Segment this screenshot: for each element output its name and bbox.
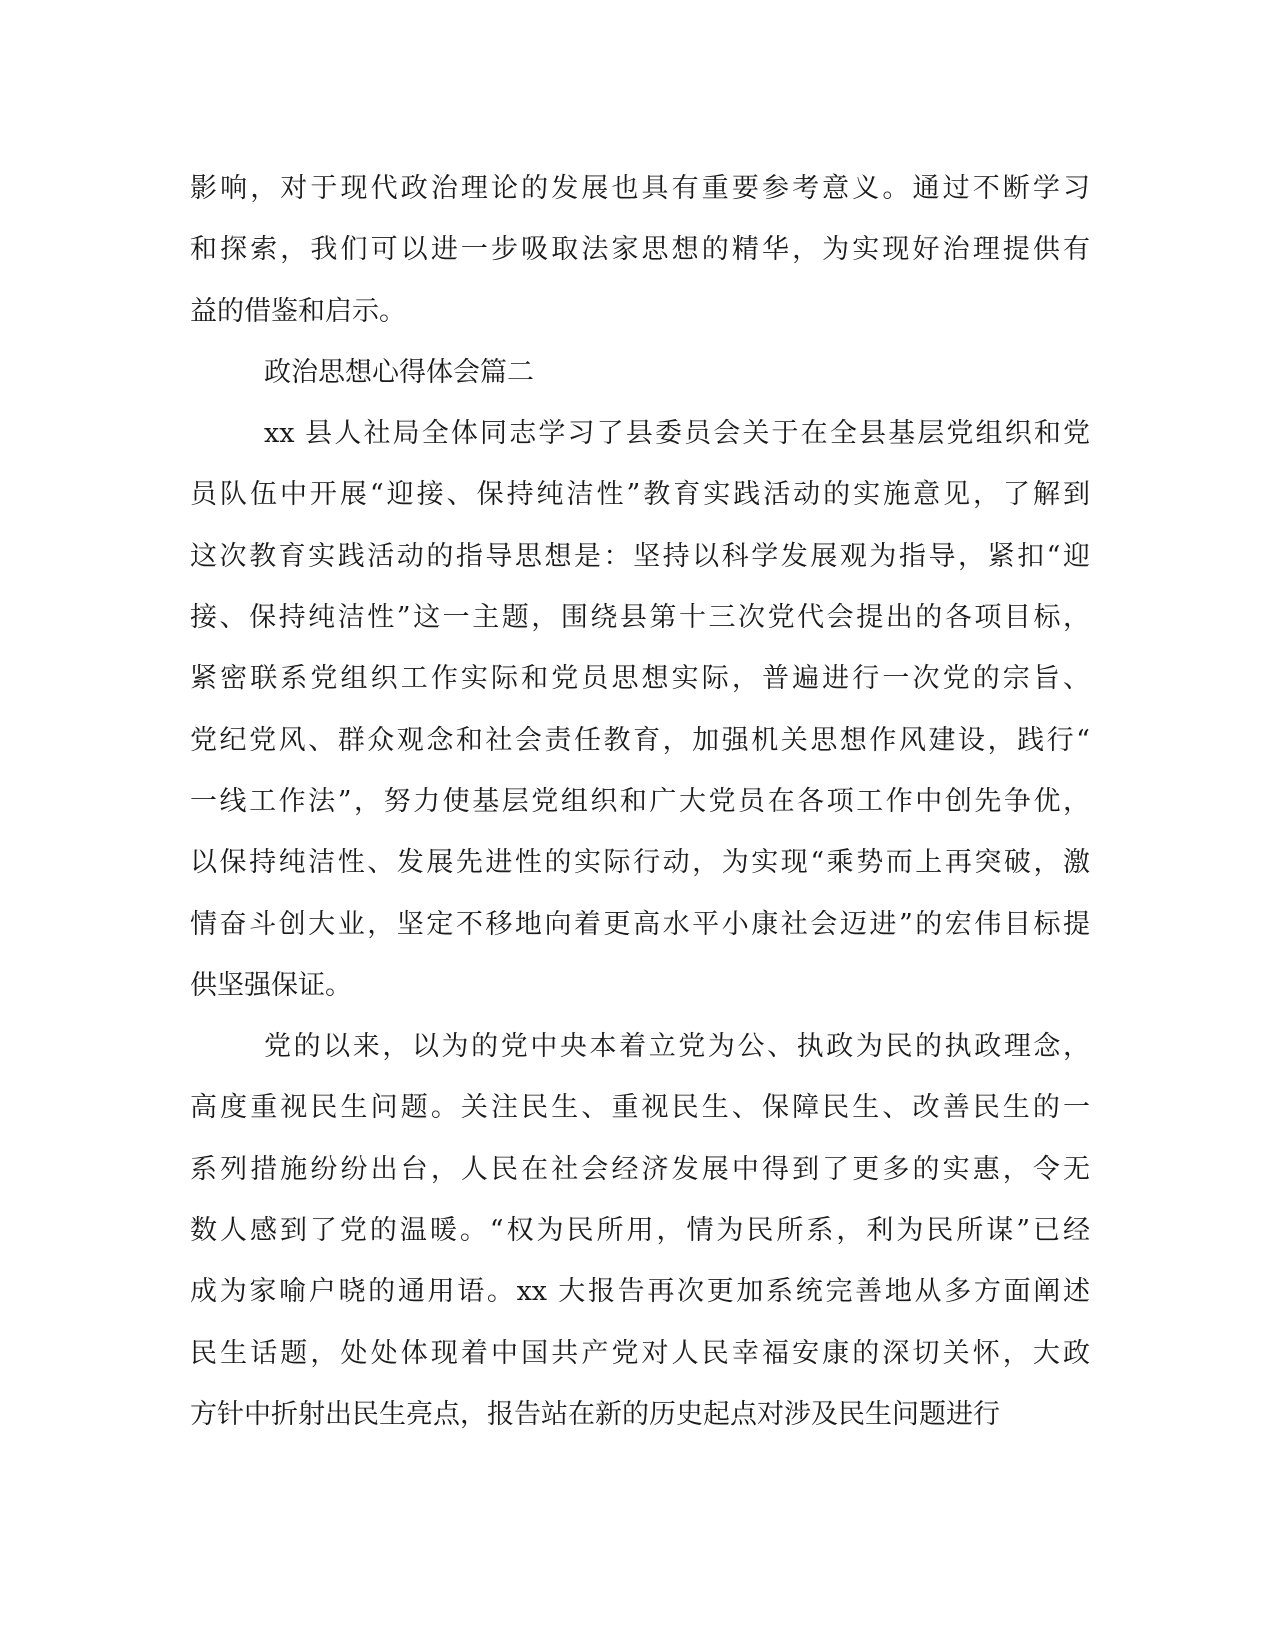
text-line: xx 县人社局全体同志学习了县委员会关于在全县基层党组织和党	[264, 418, 1090, 450]
text-line: 系列措施纷纷出台，人民在社会经济发展中得到了更多的实惠，令无	[190, 1153, 1090, 1185]
text-line: 供坚强保证。	[190, 969, 352, 1001]
paragraph-livelihood	[190, 1016, 1090, 1445]
text-line: 方针中折射出民生亮点，报告站在新的历史起点对涉及民生问题进行	[190, 1398, 1000, 1430]
text-line: 成为家喻户晓的通用语。xx 大报告再次更加系统完善地从多方面阐述	[190, 1276, 1090, 1308]
paragraph-intro-end	[190, 158, 1090, 342]
text-line: 和探索，我们可以进一步吸取法家思想的精华，为实现好治理提供有	[190, 234, 1090, 266]
text-line: 益的借鉴和启示。	[190, 295, 406, 327]
document-body	[190, 158, 1090, 1445]
paragraph-activity	[190, 403, 1090, 1016]
text-line: 党的以来，以为的党中央本着立党为公、执政为民的执政理念，	[264, 1031, 1090, 1063]
text-line: 紧密联系党组织工作实际和党员思想实际，普遍进行一次党的宗旨、	[190, 663, 1090, 695]
text-line: 数人感到了党的温暖。“权为民所用，情为民所系，利为民所谋”已经	[190, 1215, 1090, 1247]
text-line: 接、保持纯洁性”这一主题，围绕县第十三次党代会提出的各项目标，	[190, 602, 1090, 634]
text-line: 一线工作法”，努力使基层党组织和广大党员在各项工作中创先争优，	[190, 785, 1090, 817]
text-line: 影响，对于现代政治理论的发展也具有重要参考意义。通过不断学习	[190, 173, 1090, 204]
text-line: 这次教育实践活动的指导思想是：坚持以科学发展观为指导，紧扣“迎	[190, 540, 1090, 572]
text-line: 民生话题，处处体现着中国共产党对人民幸福安康的深切关怀，大政	[190, 1337, 1090, 1369]
section-heading	[190, 342, 1090, 403]
text-line: 员队伍中开展“迎接、保持纯洁性”教育实践活动的实施意见，了解到	[190, 479, 1090, 511]
text-line: 党纪党风、群众观念和社会责任教育，加强机关思想作风建设，践行“	[190, 724, 1090, 756]
text-line: 以保持纯洁性、发展先进性的实际行动，为实现“乘势而上再突破，激	[190, 847, 1090, 879]
text-line: 情奋斗创大业，坚定不移地向着更高水平小康社会迈进”的宏伟目标提	[190, 908, 1090, 940]
text-line: 高度重视民生问题。关注民生、重视民生、保障民生、改善民生的一	[190, 1092, 1090, 1124]
text-line: 政治思想心得体会篇二	[264, 356, 534, 388]
